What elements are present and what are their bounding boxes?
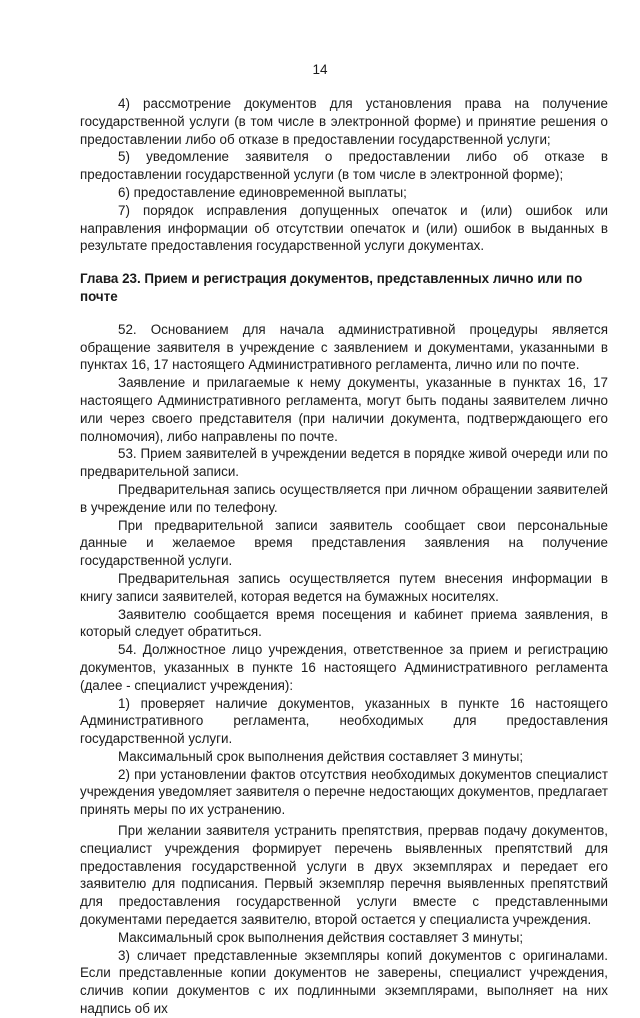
paragraph: 5) уведомление заявителя о предоставлении либо об отказе в предоставлении государственной услуги (в том числе в электронной форме); xyxy=(80,149,608,183)
document-body xyxy=(80,95,608,1018)
chapter-heading: Глава 23. Прием и регистрация документов, представленных лично или по почте xyxy=(80,271,583,304)
paragraph: При предварительной записи заявитель сообщает свои персональные данные и желаемое время представления заявления на получение государственной услуги. xyxy=(80,517,608,569)
paragraph: 52. Основанием для начала административной процедуры является обращение заявителя в учреждение с заявлением и документами, указанными в пунктах 16, 17 настоящего Административного регламента, лично или по почте. xyxy=(80,321,608,373)
paragraph: 3) сличает представленные экземпляры копий документов с оригиналами. Если представленные копии документов не заверены, специалист учреждения, сличив копии документов с их подлинными экземплярами, выполняет на них надпись об их xyxy=(80,947,608,1017)
paragraph: Максимальный срок выполнения действия составляет 3 минуты; xyxy=(118,748,524,764)
paragraph: При желании заявителя устранить препятствия, прервав подачу документов, специалист учреждения формирует перечень выявленных препятствий для предоставления государственной услуги в двух экземплярах и передает его заявителю для подписания. Первый экземпляр перечня выявленных препятствий для предоставления государственной услуги вместе с представленными документами передается заявителю, второй остается у специалиста учреждения. xyxy=(80,823,608,928)
paragraph: 53. Прием заявителей в учреждении ведется в порядке живой очереди или по предварительной записи. xyxy=(80,446,608,480)
paragraph: 2) при установлении фактов отсутствия необходимых документов специалист учреждения уведомляет заявителя о перечне недостающих документов, предлагает принять меры по их устранению. xyxy=(80,766,608,818)
paragraph: 4) рассмотрение документов для установления права на получение государственной услуги (в том числе в электронной форме) и принятие решения о предоставлении либо об отказе в предоставлении государственной услуги; xyxy=(80,96,608,147)
paragraph: 6) предоставление единовременной выплаты; xyxy=(118,184,407,200)
page-number: 14 xyxy=(312,62,328,77)
paragraph: 7) порядок исправления допущенных опечаток и (или) ошибок или направления информации об отсутствии опечаток и (или) ошибок в выданных в результате предоставления государственной услуги документах. xyxy=(80,202,608,254)
paragraph: Заявителю сообщается время посещения и кабинет приема заявления, в который следует обратиться. xyxy=(80,606,608,640)
paragraph: Предварительная запись осуществляется при личном обращении заявителей в учреждение или по телефону. xyxy=(80,481,608,515)
paragraph: Максимальный срок выполнения действия составляет 3 минуты; xyxy=(118,929,524,945)
paragraph: Предварительная запись осуществляется путем внесения информации в книгу записи заявителей, которая ведется на бумажных носителях. xyxy=(80,570,608,604)
paragraph: 54. Должностное лицо учреждения, ответственное за прием и регистрацию документов, указанных в пункте 16 настоящего Административного регламента (далее - специалист учреждения): xyxy=(80,642,608,693)
paragraph: 1) проверяет наличие документов, указанных в пункте 16 настоящего Административного регламента, необходимых для предоставления государственной услуги. xyxy=(80,695,608,747)
paragraph: Заявление и прилагаемые к нему документы, указанные в пунктах 16, 17 настоящего Административного регламента, могут быть поданы заявителем лично или через своего представителя (при наличии документа, подтверждающего его полномочия), либо направлены по почте. xyxy=(80,375,608,444)
